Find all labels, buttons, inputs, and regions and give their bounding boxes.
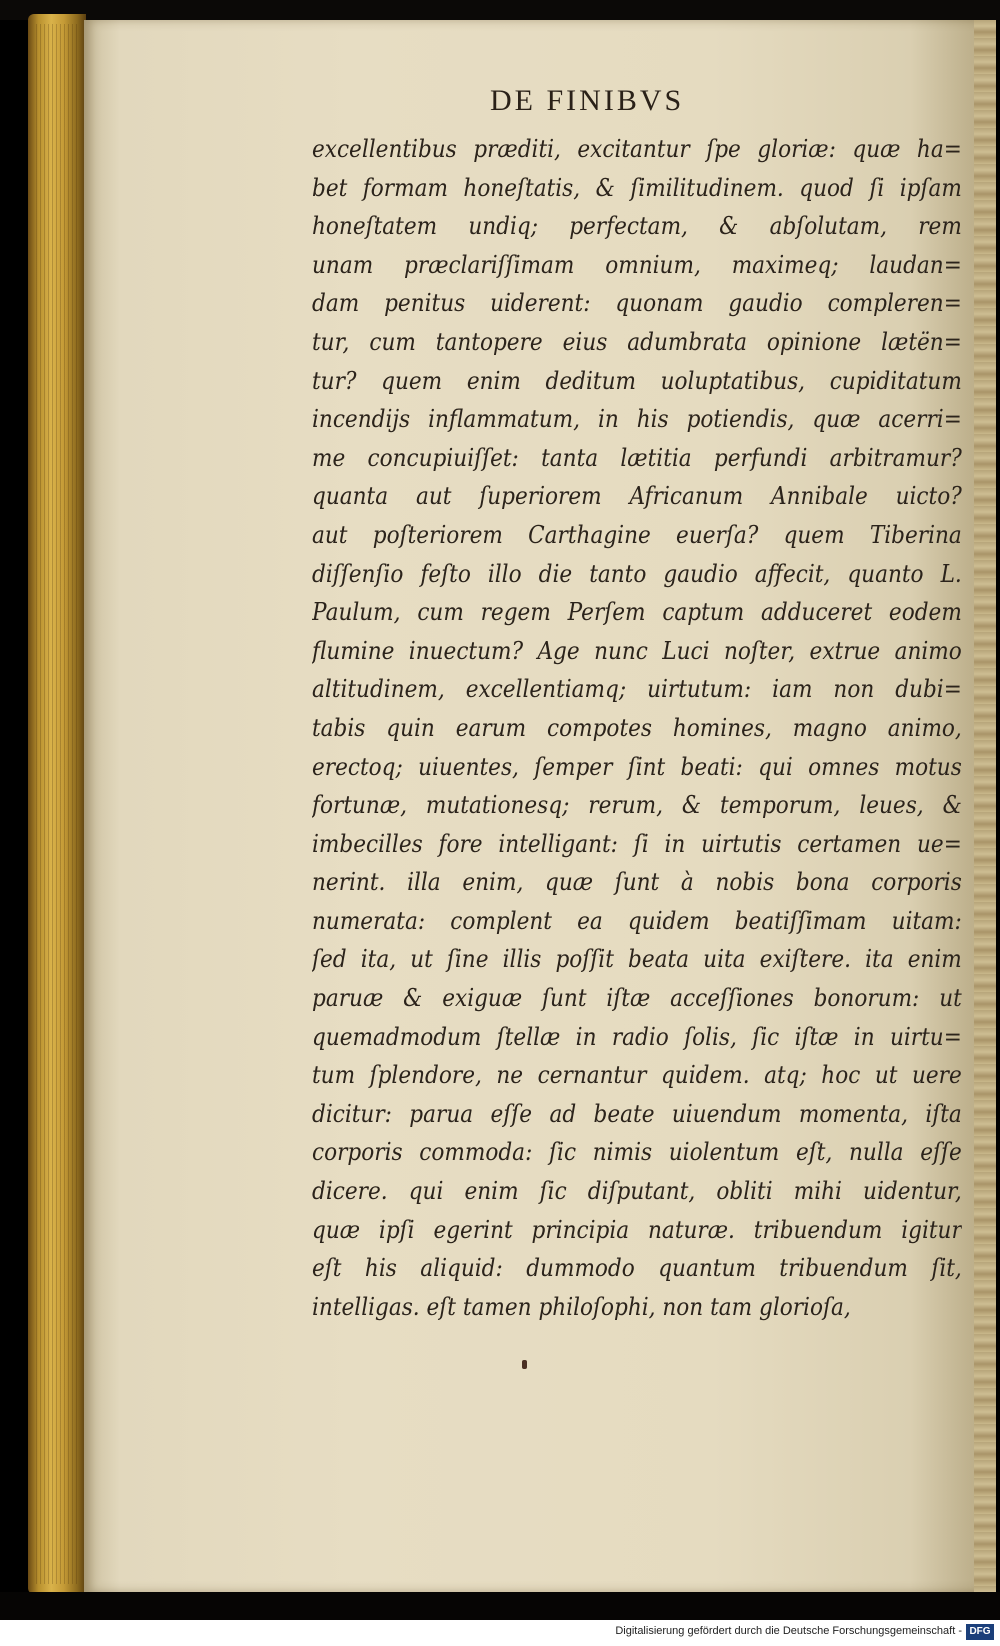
text-line: Paulum, cum regem Perſem captum adduceret eodem — [312, 598, 962, 627]
text-line: bet formam honeſtatis, & ſimilitudinem. quod ſi ipſam — [312, 173, 962, 202]
text-line: eſt his aliquid: dummodo quantum tribuendum ſit, — [312, 1254, 962, 1283]
text-line: dicere. qui enim ſic diſputant, obliti mihi uidentur, — [312, 1177, 962, 1206]
text-line: numerata: complent ea quidem beatiſſimam uitam: — [312, 906, 962, 935]
dfg-logo: DFG — [966, 1624, 994, 1640]
ink-speck — [522, 1360, 527, 1369]
text-line: incendijs inflammatum, in his potiendis, quæ acerri= — [312, 405, 962, 434]
text-line: tabis quin earum compotes homines, magno animo, — [312, 713, 962, 742]
text-line: intelligas. eſt tamen philoſophi, non tam glorioſa, — [312, 1292, 851, 1321]
text-line: me concupiuiſſet: tanta lætitia perfundi arbitramur? — [312, 443, 962, 472]
text-line: imbecilles fore intelligant: ſi in uirtutis certamen ue= — [312, 829, 962, 858]
text-line: tur, cum tantopere eius adumbrata opinione lætën= — [312, 327, 962, 356]
bottom-shadow — [0, 1592, 1000, 1620]
page-stack-lines — [36, 24, 80, 1584]
text-line: aut poſteriorem Carthagine euerſa? quem Tiberina — [312, 520, 962, 549]
text-line: dam penitus uiderent: quonam gaudio compleren= — [312, 289, 962, 318]
funding-notice: Digitalisierung gefördert durch die Deutsche Forschungsgemeinschaft - — [615, 1625, 962, 1637]
text-line: honeſtatem undiq; perfectam, & abſolutam, rem — [312, 212, 962, 241]
text-line: erectoq; uiuentes, ſemper ſint beati: qui omnes motus — [312, 752, 962, 781]
text-line: tur? quem enim deditum uoluptatibus, cupiditatum — [312, 366, 962, 395]
text-line: paruæ & exiguæ ſunt iſtæ acceſſiones bonorum: ut — [312, 984, 962, 1013]
text-line: flumine inuectum? Age nunc Luci noſter, extrue animo — [312, 636, 962, 665]
text-line: ſed ita, ut ſine illis poſſit beata uita exiſtere. ita enim — [312, 945, 962, 974]
text-line: quemadmodum ſtellæ in radio ſolis, ſic iſtæ in uirtu= — [312, 1022, 962, 1051]
right-page-edge — [974, 20, 996, 1592]
text-line: dicitur: parua eſſe ad beate uiuendum momenta, iſta — [312, 1099, 962, 1128]
text-line: quanta aut ſuperiorem Africanum Annibale uicto? — [312, 482, 962, 511]
top-shadow — [0, 0, 1000, 20]
text-line: diſſenſio feſto illo die tanto gaudio affecit, quanto L. — [312, 559, 962, 588]
text-line: quæ ipſi egerint principia naturæ. tribuendum igitur — [312, 1215, 962, 1244]
footer-bar — [0, 1620, 1000, 1646]
text-line: fortunæ, mutationesq; rerum, & temporum, leues, & — [312, 791, 962, 820]
text-line: excellentibus præditi, excitantur ſpe gloriæ: quæ ha= — [312, 135, 962, 163]
text-line: unam præclariſſimam omnium, maximeq; laudan= — [312, 250, 962, 279]
text-line: nerint. illa enim, quæ ſunt à nobis bona corporis — [312, 868, 962, 897]
running-head: DE FINIBVS — [490, 84, 685, 117]
text-line: altitudinem, excellentiamq; uirtutum: iam non dubi= — [312, 675, 962, 704]
text-line: tum ſplendore, ne cernantur quidem. atq; hoc ut uere — [312, 1061, 962, 1090]
text-line: corporis commoda: ſic nimis uiolentum eſt, nulla eſſe — [312, 1138, 962, 1167]
body-text — [312, 130, 962, 1326]
